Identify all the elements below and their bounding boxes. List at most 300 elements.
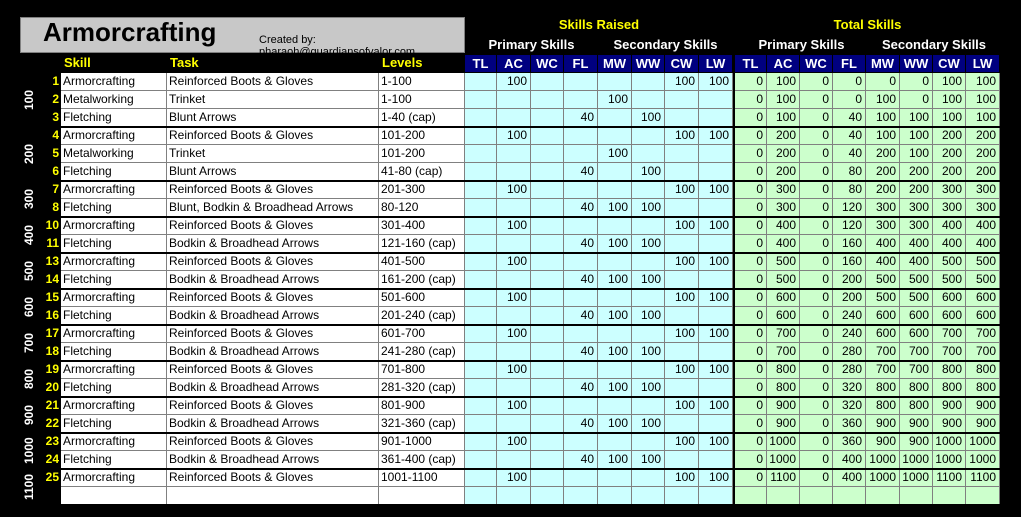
total-cell: 200 <box>866 163 900 181</box>
raised-cell <box>699 487 733 505</box>
raised-cell <box>531 73 564 91</box>
task-cell: Reinforced Boots & Gloves <box>167 325 379 343</box>
skill-cell: Armorcrafting <box>61 73 167 91</box>
total-cell: 0 <box>735 181 767 199</box>
total-cell: 200 <box>933 145 966 163</box>
total-cell: 200 <box>933 163 966 181</box>
levels-cell: 201-240 (cap) <box>379 307 465 325</box>
raised-cell: 100 <box>497 469 531 487</box>
raised-cell <box>497 451 531 469</box>
raised-cell <box>497 145 531 163</box>
levels-cell: 701-800 <box>379 361 465 379</box>
total-cell: 700 <box>933 325 966 343</box>
total-cell: 0 <box>735 433 767 451</box>
total-cell: 600 <box>767 289 800 307</box>
total-cell: 800 <box>767 379 800 397</box>
task-cell: Reinforced Boots & Gloves <box>167 361 379 379</box>
raised-cell <box>665 307 699 325</box>
raised-cell: 100 <box>497 217 531 235</box>
total-cell: 0 <box>735 343 767 361</box>
band-divider <box>20 468 1000 470</box>
raised-cell: 100 <box>497 433 531 451</box>
levels-cell: 121-160 (cap) <box>379 235 465 253</box>
total-col-cw: CW <box>933 55 966 72</box>
levels-cell: 321-360 (cap) <box>379 415 465 433</box>
total-cell: 0 <box>735 325 767 343</box>
total-cell <box>800 487 833 505</box>
raised-cell <box>665 379 699 397</box>
raised-primary-header: Primary Skills <box>488 37 575 52</box>
raised-cell: 100 <box>598 271 632 289</box>
row-number: 22 <box>45 416 59 430</box>
total-cell: 500 <box>767 253 800 271</box>
total-cell: 700 <box>900 343 933 361</box>
raised-cell: 100 <box>699 181 733 199</box>
raised-cell <box>531 163 564 181</box>
total-cell: 0 <box>800 469 833 487</box>
task-cell: Bodkin & Broadhead Arrows <box>167 415 379 433</box>
raised-cell: 100 <box>699 217 733 235</box>
total-cell: 100 <box>933 73 966 91</box>
level-band: 200 <box>22 143 36 165</box>
band-divider <box>20 252 1000 254</box>
task-cell: Reinforced Boots & Gloves <box>167 469 379 487</box>
total-cell: 0 <box>800 379 833 397</box>
raised-cell: 100 <box>699 289 733 307</box>
total-secondary-header: Secondary Skills <box>881 37 987 52</box>
raised-cell: 100 <box>665 397 699 415</box>
total-cell: 80 <box>833 181 866 199</box>
total-cell: 300 <box>900 199 933 217</box>
row-number: 21 <box>45 398 59 412</box>
total-cell: 100 <box>900 127 933 145</box>
row-number: 10 <box>45 218 59 232</box>
raised-cell <box>531 379 564 397</box>
raised-cell <box>531 307 564 325</box>
raised-cell: 100 <box>497 325 531 343</box>
raised-cell <box>632 487 665 505</box>
total-cell <box>966 487 1000 505</box>
skill-cell: Metalworking <box>61 91 167 109</box>
task-cell: Reinforced Boots & Gloves <box>167 397 379 415</box>
total-cell: 300 <box>966 181 1000 199</box>
raised-cell <box>531 271 564 289</box>
total-cell: 500 <box>966 271 1000 289</box>
total-cell: 700 <box>966 325 1000 343</box>
row-number: 11 <box>46 236 59 250</box>
total-cell: 0 <box>735 91 767 109</box>
row-number: 1 <box>52 74 59 88</box>
skill-cell: Fletching <box>61 109 167 127</box>
raised-cell <box>465 397 497 415</box>
levels-cell: 801-900 <box>379 397 465 415</box>
total-col-fl: FL <box>833 55 866 72</box>
total-cell: 320 <box>833 379 866 397</box>
level-band: 700 <box>22 332 36 354</box>
raised-cell: 40 <box>564 307 598 325</box>
raised-cell: 40 <box>564 451 598 469</box>
total-cell: 0 <box>800 397 833 415</box>
raised-cell <box>465 145 497 163</box>
total-cell: 900 <box>900 415 933 433</box>
total-cell: 300 <box>900 217 933 235</box>
raised-col-wc: WC <box>531 55 564 72</box>
total-cell: 400 <box>933 235 966 253</box>
total-cell: 0 <box>900 91 933 109</box>
levels-cell: 281-320 (cap) <box>379 379 465 397</box>
raised-cell: 100 <box>598 415 632 433</box>
raised-cell <box>465 451 497 469</box>
raised-cell <box>531 217 564 235</box>
total-cell: 900 <box>767 415 800 433</box>
total-cell: 400 <box>833 451 866 469</box>
total-cell: 600 <box>966 307 1000 325</box>
total-cell: 200 <box>966 127 1000 145</box>
raised-cell: 100 <box>632 451 665 469</box>
raised-cell <box>531 451 564 469</box>
total-cell: 0 <box>735 217 767 235</box>
raised-cell: 100 <box>598 379 632 397</box>
task-cell: Blunt Arrows <box>167 163 379 181</box>
raised-cell <box>632 361 665 379</box>
band-divider <box>20 324 1000 326</box>
skill-cell: Fletching <box>61 343 167 361</box>
raised-cell <box>497 343 531 361</box>
total-cell: 400 <box>933 217 966 235</box>
raised-cell: 100 <box>497 289 531 307</box>
band-divider <box>20 360 1000 362</box>
raised-cell <box>598 469 632 487</box>
total-cell: 0 <box>735 307 767 325</box>
total-cell: 0 <box>800 361 833 379</box>
row-number: 4 <box>52 128 59 142</box>
raised-cell <box>598 253 632 271</box>
band-divider <box>20 216 1000 218</box>
raised-cell <box>598 109 632 127</box>
total-cell: 0 <box>800 91 833 109</box>
row-number: 25 <box>45 470 59 484</box>
levels-cell: 41-80 (cap) <box>379 163 465 181</box>
raised-cell <box>699 415 733 433</box>
raised-cell: 100 <box>699 325 733 343</box>
total-cell: 600 <box>866 307 900 325</box>
total-skills-header: Total Skills <box>833 17 902 32</box>
total-cell: 300 <box>933 199 966 217</box>
levels-cell: 1-40 (cap) <box>379 109 465 127</box>
total-cell: 300 <box>866 199 900 217</box>
levels-cell: 101-200 <box>379 145 465 163</box>
total-cell: 200 <box>833 271 866 289</box>
total-cell: 900 <box>966 415 1000 433</box>
raised-cell <box>465 127 497 145</box>
total-cell: 900 <box>900 433 933 451</box>
total-cell: 500 <box>866 289 900 307</box>
total-cell: 100 <box>900 109 933 127</box>
raised-cell: 100 <box>665 469 699 487</box>
raised-cell: 40 <box>564 271 598 289</box>
level-band: 1100 <box>22 473 36 501</box>
raised-cell <box>699 91 733 109</box>
total-cell: 700 <box>966 343 1000 361</box>
total-cell: 200 <box>833 289 866 307</box>
total-cell: 900 <box>933 397 966 415</box>
total-col-tl: TL <box>735 55 767 72</box>
raised-cell <box>465 307 497 325</box>
skill-cell <box>61 487 167 505</box>
total-cell: 400 <box>966 217 1000 235</box>
total-cell: 0 <box>800 415 833 433</box>
raised-cell <box>531 469 564 487</box>
level-band: 500 <box>22 260 36 282</box>
total-cell: 200 <box>767 145 800 163</box>
levels-cell: 501-600 <box>379 289 465 307</box>
raised-cell: 100 <box>598 235 632 253</box>
total-cell: 1000 <box>767 451 800 469</box>
band-divider <box>20 180 1000 182</box>
total-cell: 1100 <box>933 469 966 487</box>
total-cell: 100 <box>966 91 1000 109</box>
raised-cell <box>497 487 531 505</box>
raised-cell: 100 <box>497 181 531 199</box>
raised-cell <box>531 145 564 163</box>
levels-cell <box>379 487 465 505</box>
task-cell: Bodkin & Broadhead Arrows <box>167 271 379 289</box>
raised-cell <box>531 199 564 217</box>
total-cell: 800 <box>900 379 933 397</box>
total-cell: 0 <box>800 73 833 91</box>
raised-cell <box>564 325 598 343</box>
total-cell: 120 <box>833 199 866 217</box>
raised-cell: 100 <box>632 235 665 253</box>
total-cell: 1100 <box>767 469 800 487</box>
levels-cell: 601-700 <box>379 325 465 343</box>
raised-cell: 100 <box>598 451 632 469</box>
raised-cell <box>699 199 733 217</box>
task-cell: Reinforced Boots & Gloves <box>167 253 379 271</box>
total-primary-header: Primary Skills <box>758 37 845 52</box>
raised-cell <box>598 289 632 307</box>
total-cell <box>735 487 767 505</box>
task-cell: Reinforced Boots & Gloves <box>167 217 379 235</box>
skill-cell: Fletching <box>61 199 167 217</box>
raised-cell: 40 <box>564 343 598 361</box>
raised-cell: 100 <box>699 73 733 91</box>
raised-col-ww: WW <box>632 55 665 72</box>
total-cell: 100 <box>966 73 1000 91</box>
raised-cell <box>598 163 632 181</box>
raised-cell: 40 <box>564 415 598 433</box>
total-cell: 0 <box>800 127 833 145</box>
raised-cell: 40 <box>564 379 598 397</box>
raised-cell <box>665 163 699 181</box>
raised-cell: 100 <box>632 109 665 127</box>
total-cell: 400 <box>866 253 900 271</box>
total-cell: 700 <box>767 343 800 361</box>
raised-cell <box>564 361 598 379</box>
row-number: 5 <box>52 146 59 160</box>
total-cell: 800 <box>966 361 1000 379</box>
raised-cell: 100 <box>665 73 699 91</box>
skill-cell: Fletching <box>61 163 167 181</box>
total-cell: 0 <box>735 415 767 433</box>
row-number: 7 <box>52 182 59 196</box>
raised-cell <box>699 109 733 127</box>
band-divider <box>20 126 1000 128</box>
raised-cell <box>497 271 531 289</box>
raised-cell <box>632 217 665 235</box>
raised-cell <box>632 253 665 271</box>
raised-cell: 100 <box>632 163 665 181</box>
row-number: 14 <box>45 272 59 286</box>
raised-cell <box>465 415 497 433</box>
total-cell: 1000 <box>866 451 900 469</box>
raised-cell: 100 <box>699 469 733 487</box>
row-number: 19 <box>45 362 59 376</box>
total-cell: 300 <box>767 199 800 217</box>
raised-cell <box>497 379 531 397</box>
skill-cell: Fletching <box>61 307 167 325</box>
total-cell: 700 <box>900 361 933 379</box>
raised-cell: 100 <box>699 253 733 271</box>
raised-cell <box>465 199 497 217</box>
column-header-levels: Levels <box>382 55 423 70</box>
raised-cell <box>531 289 564 307</box>
total-cell: 0 <box>800 145 833 163</box>
total-cell: 200 <box>900 163 933 181</box>
levels-cell: 101-200 <box>379 127 465 145</box>
total-cell: 900 <box>767 397 800 415</box>
total-cell: 300 <box>767 181 800 199</box>
level-band: 300 <box>22 188 36 210</box>
skill-cell: Armorcrafting <box>61 253 167 271</box>
total-cell: 360 <box>833 433 866 451</box>
task-cell: Reinforced Boots & Gloves <box>167 73 379 91</box>
total-cell: 0 <box>800 163 833 181</box>
raised-cell <box>531 253 564 271</box>
total-cell: 0 <box>735 451 767 469</box>
skill-cell: Fletching <box>61 415 167 433</box>
row-number: 2 <box>52 92 59 106</box>
raised-cell <box>531 433 564 451</box>
raised-cell <box>465 73 497 91</box>
total-cell <box>933 487 966 505</box>
total-cell <box>900 487 933 505</box>
total-cell: 1000 <box>933 433 966 451</box>
task-cell: Bodkin & Broadhead Arrows <box>167 451 379 469</box>
raised-cell: 100 <box>699 397 733 415</box>
raised-col-ac: AC <box>497 55 531 72</box>
task-cell: Reinforced Boots & Gloves <box>167 289 379 307</box>
total-cell: 0 <box>866 73 900 91</box>
total-cell: 0 <box>800 199 833 217</box>
total-cell: 0 <box>800 271 833 289</box>
raised-cell: 100 <box>497 73 531 91</box>
column-header-task: Task <box>170 55 199 70</box>
raised-cell <box>699 451 733 469</box>
total-cell: 600 <box>767 307 800 325</box>
raised-cell <box>465 109 497 127</box>
total-cell: 0 <box>735 469 767 487</box>
total-cell: 80 <box>833 163 866 181</box>
total-cell: 0 <box>735 145 767 163</box>
total-cell: 100 <box>767 73 800 91</box>
raised-cell <box>465 361 497 379</box>
raised-cell <box>665 271 699 289</box>
column-header-skill: Skill <box>64 55 91 70</box>
skill-cell: Fletching <box>61 271 167 289</box>
raised-cell <box>564 469 598 487</box>
total-cell: 300 <box>966 199 1000 217</box>
total-cell: 900 <box>933 415 966 433</box>
raised-cell: 100 <box>665 433 699 451</box>
total-cell: 700 <box>767 325 800 343</box>
raised-cell <box>465 379 497 397</box>
skill-cell: Armorcrafting <box>61 289 167 307</box>
total-cell: 1000 <box>900 451 933 469</box>
raised-secondary-header: Secondary Skills <box>613 37 718 52</box>
total-cell: 100 <box>866 127 900 145</box>
raised-cell <box>699 271 733 289</box>
total-cell: 240 <box>833 307 866 325</box>
total-cell: 700 <box>866 343 900 361</box>
total-cell: 900 <box>866 415 900 433</box>
skill-cell: Armorcrafting <box>61 361 167 379</box>
raised-col-tl: TL <box>465 55 497 72</box>
task-cell: Blunt Arrows <box>167 109 379 127</box>
raised-cell <box>699 145 733 163</box>
total-cell: 200 <box>866 181 900 199</box>
raised-cell <box>531 181 564 199</box>
raised-cell <box>531 397 564 415</box>
skill-cell: Armorcrafting <box>61 325 167 343</box>
row-number: 15 <box>45 290 59 304</box>
total-cell: 400 <box>966 235 1000 253</box>
raised-cell <box>465 343 497 361</box>
total-cell: 600 <box>900 325 933 343</box>
raised-cell <box>531 343 564 361</box>
raised-cell: 100 <box>497 253 531 271</box>
level-band: 800 <box>22 368 36 390</box>
level-band: 1000 <box>22 437 36 465</box>
raised-cell <box>531 109 564 127</box>
total-cell: 400 <box>900 253 933 271</box>
total-cell: 40 <box>833 127 866 145</box>
levels-cell: 161-200 (cap) <box>379 271 465 289</box>
total-cell: 200 <box>966 145 1000 163</box>
raised-cell <box>665 235 699 253</box>
total-cell: 800 <box>866 397 900 415</box>
total-cell: 0 <box>735 199 767 217</box>
raised-cell <box>699 379 733 397</box>
raised-cell <box>465 325 497 343</box>
levels-cell: 401-500 <box>379 253 465 271</box>
total-col-mw: MW <box>866 55 900 72</box>
total-cell: 0 <box>833 91 866 109</box>
raised-cell: 40 <box>564 199 598 217</box>
raised-cell: 100 <box>665 289 699 307</box>
total-cell: 320 <box>833 397 866 415</box>
total-cell: 0 <box>833 73 866 91</box>
section-divider <box>733 55 735 505</box>
task-cell: Trinket <box>167 145 379 163</box>
total-cell: 0 <box>800 307 833 325</box>
total-cell: 0 <box>800 433 833 451</box>
total-cell: 600 <box>900 307 933 325</box>
raised-cell <box>465 235 497 253</box>
total-cell: 600 <box>933 289 966 307</box>
raised-cell <box>632 73 665 91</box>
raised-cell <box>598 397 632 415</box>
